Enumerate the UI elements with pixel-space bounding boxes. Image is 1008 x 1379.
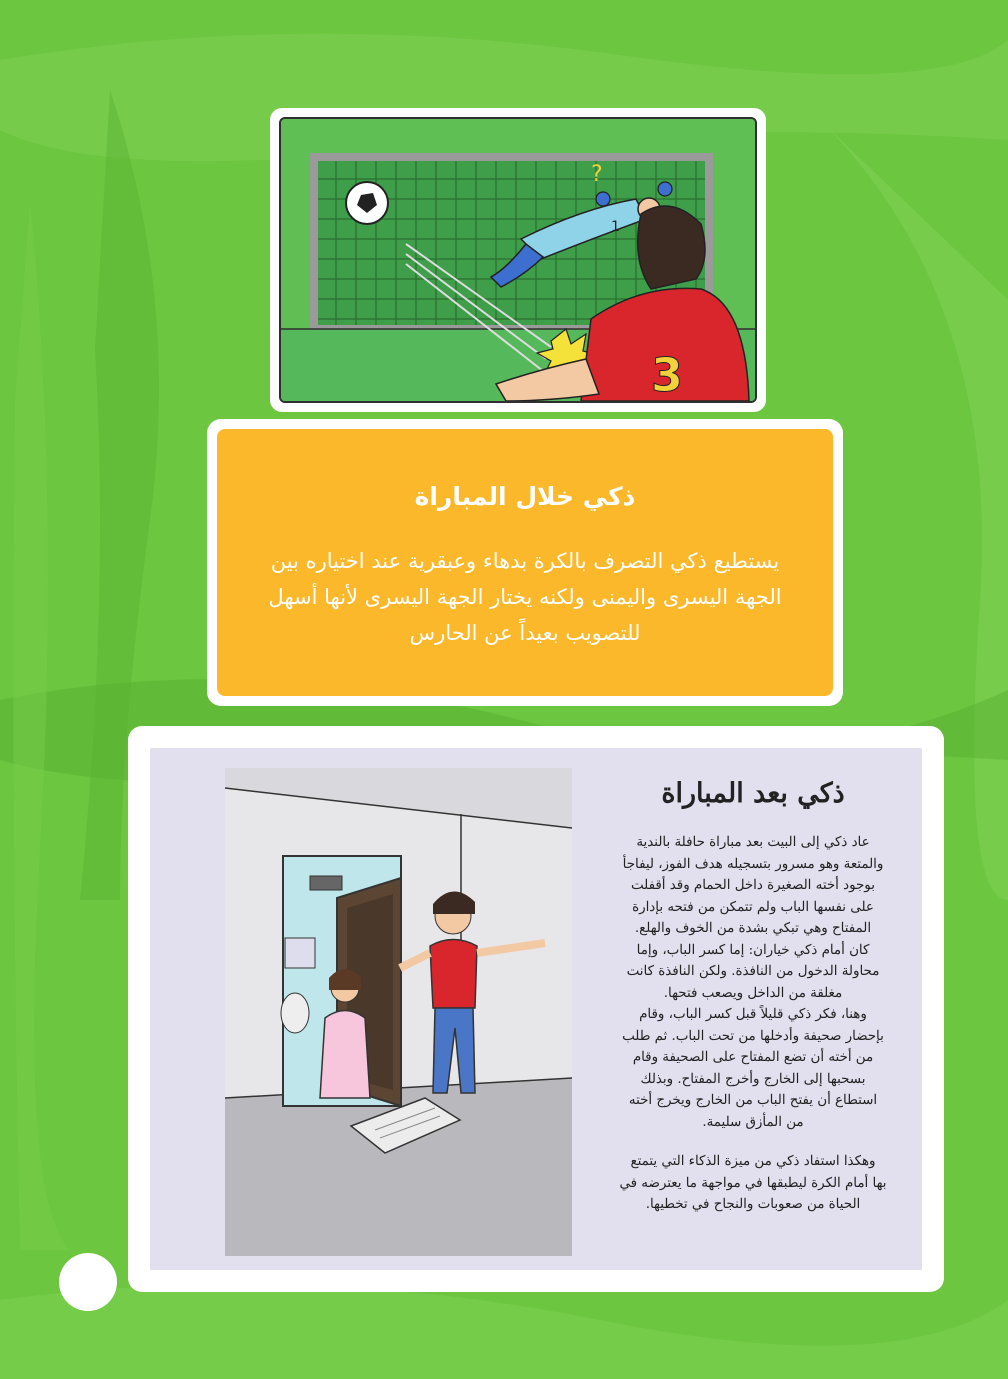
goalkeeper-number: 1: [611, 219, 620, 235]
after-match-body: عاد ذكي إلى البيت بعد مباراة حافلة بالندية والمتعة وهو مسرور بتسجيله هدف الفوز، ليفاجأ بوجود أخته الصغيرة داخل الحمام وقد أقفلت على نفسها الباب ولم تتمكن من فتحه بإدارة المفتاح وهي تبكي بشدة من الخوف والهلع. كان أمام ذكي خياران: إما كسر الباب، وإما محاولة الدخول من النافذة. ولكن النافذة كانت مغلقة من الداخل ويصعب فتحها. وهنا، فكر ذكي قليلاً قبل كسر الباب، وقام بإحضار صحيفة وأدخلها من تحت الباب. ثم طلب من أخته أن تضع المفتاح على الصحيفة وقام بسحبها إلى الخارج وأخرج المفتاح. وبذلك استطاع أن يفتح الباب من الخارج ويخرج أخته من المأزق سليمة.: [622, 835, 884, 1130]
goal-scene-illustration: [279, 117, 757, 403]
match-section-card: [207, 419, 843, 706]
svg-text:?: ?: [591, 162, 603, 187]
bathroom-door-illustration: [225, 768, 572, 1256]
goal-illustration-card: [270, 108, 766, 412]
match-section-panel: [217, 429, 833, 696]
page-number-circle: [59, 1253, 117, 1311]
after-match-story: [608, 774, 898, 1216]
after-match-title: ذكي بعد المباراة: [661, 778, 845, 809]
player-shirt-number: 3: [651, 348, 684, 401]
match-section-title: ذكي خلال المباراة: [414, 482, 636, 511]
after-match-panel: [150, 748, 922, 1270]
match-section-body: يستطيع ذكي التصرف بالكرة بدهاء وعبقرية عند اختياره بين الجهة اليسرى واليمنى ولكنه يختار الجهة اليسرى لأنها أسهل للتصويب بعيداً عن الحارس: [268, 549, 782, 645]
after-match-conclusion: وهكذا استفاد ذكي من ميزة الذكاء التي يتمتع بها أمام الكرة ليطبقها في مواجهة ما يعترضه في الحياة من صعوبات والنجاح في تخطيها.: [619, 1154, 887, 1212]
after-match-card: [128, 726, 944, 1292]
